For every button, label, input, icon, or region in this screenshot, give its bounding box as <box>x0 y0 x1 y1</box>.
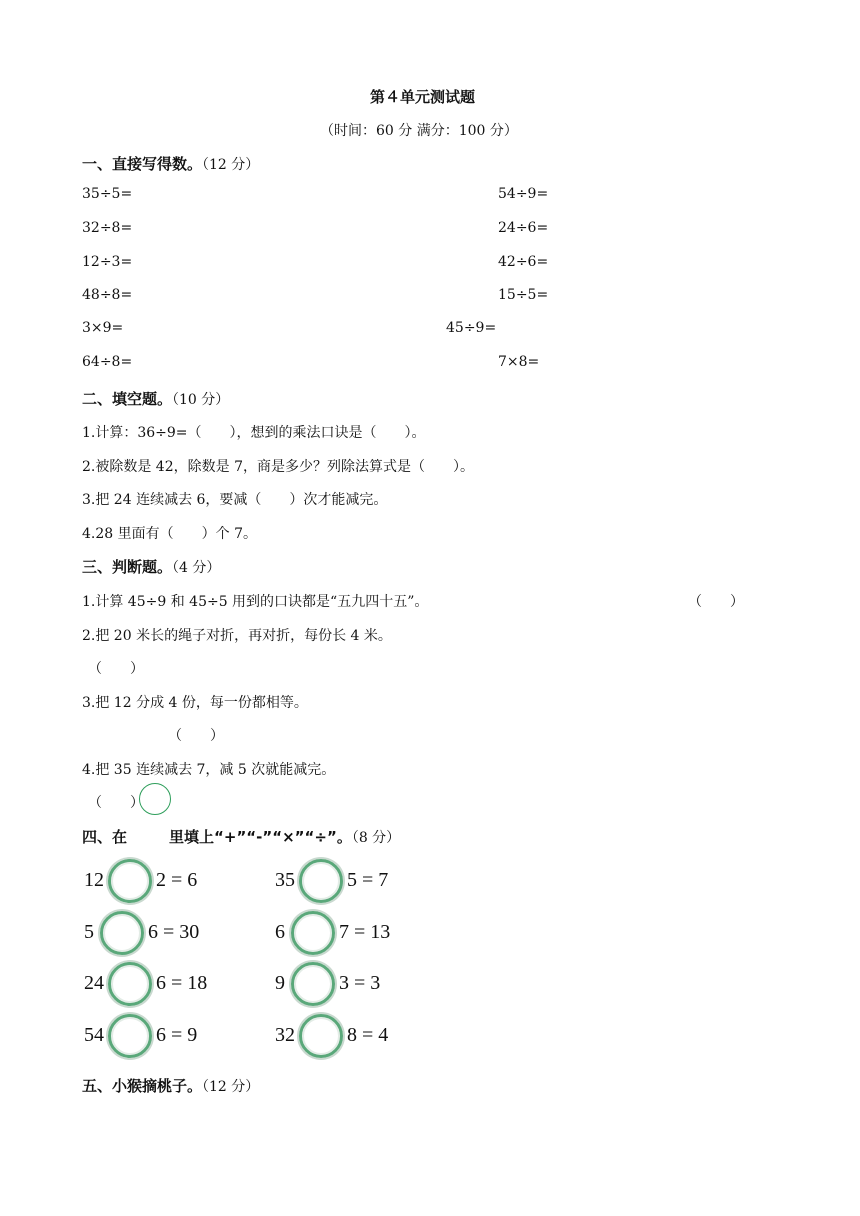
calc-item: 54÷9= <box>498 186 549 202</box>
operator-circle-icon[interactable] <box>108 859 152 903</box>
fill-question: 2.被除数是 42，除数是 7，商是多少？列除法算式是（ ）。 <box>82 459 474 475</box>
fill-question: 1.计算：36÷9=（ ），想到的乘法口诀是（ ）。 <box>82 425 426 441</box>
equation-left: 32 <box>275 1024 295 1046</box>
section1-points: （12 分） <box>202 157 260 173</box>
section2-title: 二、填空题。 <box>82 390 173 408</box>
operator-equation <box>275 859 415 903</box>
calc-item: 24÷6= <box>498 220 549 236</box>
calc-item: 7×8= <box>498 354 540 370</box>
operator-equation <box>84 1014 224 1058</box>
answer-blank[interactable]: （ ） <box>88 661 144 677</box>
equation-right: 8 = 4 <box>347 1024 389 1046</box>
section5-points: （12 分） <box>202 1079 260 1095</box>
operator-equation <box>275 1014 415 1058</box>
equation-left: 12 <box>84 869 104 891</box>
calc-item: 64÷8= <box>82 354 133 370</box>
operator-circle-icon[interactable] <box>299 1014 343 1058</box>
equation-left: 9 <box>275 972 285 994</box>
equation-right: 6 = 18 <box>156 972 208 994</box>
equation-left: 54 <box>84 1024 104 1046</box>
fill-question: 3.把 24 连续减去 6，要减（ ）次才能减完。 <box>82 492 388 508</box>
operator-circle-icon[interactable] <box>291 911 335 955</box>
section1-heading <box>82 153 259 174</box>
equation-right: 6 = 30 <box>148 921 200 943</box>
equation-right: 6 = 9 <box>156 1024 198 1046</box>
section4-prefix: 四、在 <box>82 828 128 846</box>
operator-circle-icon[interactable] <box>299 859 343 903</box>
page-title: 第４单元测试题 <box>370 88 476 106</box>
calc-item: 45÷9= <box>446 320 497 336</box>
calc-item: 35÷5= <box>82 186 133 202</box>
section2-heading <box>82 388 229 409</box>
operator-equation <box>275 962 415 1006</box>
section3-title: 三、判断题。 <box>82 558 173 576</box>
calc-item: 32÷8= <box>82 220 133 236</box>
operator-equation <box>84 911 224 955</box>
section1-title: 一、直接写得数。 <box>82 155 203 173</box>
calc-item: 12÷3= <box>82 254 133 270</box>
equation-right: 3 = 3 <box>339 972 381 994</box>
section4-points: （8 分） <box>351 830 401 846</box>
section4-suffix: 里填上“+”“-”“×”“÷”。 <box>169 828 352 846</box>
calc-item: 42÷6= <box>498 254 549 270</box>
equation-right: 5 = 7 <box>347 869 389 891</box>
judge-question: 4.把 35 连续减去 7，减 5 次就能减完。 <box>82 762 336 778</box>
answer-blank[interactable]: （ ） <box>168 728 224 744</box>
operator-circle-icon[interactable] <box>108 962 152 1006</box>
blank-circle-icon <box>139 783 171 815</box>
section2-points: （10 分） <box>172 392 230 408</box>
operator-equation <box>84 859 224 903</box>
operator-equation <box>84 962 224 1006</box>
equation-right: 2 = 6 <box>156 869 198 891</box>
operator-circle-icon[interactable] <box>108 1014 152 1058</box>
answer-blank[interactable]: （ ） <box>688 594 744 610</box>
equation-left: 24 <box>84 972 104 994</box>
judge-question: 1.计算 45÷9 和 45÷5 用到的口诀都是“五九四十五”。 <box>82 594 429 610</box>
operator-equation <box>275 911 415 955</box>
fill-question: 4.28 里面有（ ）个 7。 <box>82 526 257 542</box>
judge-question: 2.把 20 米长的绳子对折，再对折，每份长 4 米。 <box>82 628 392 644</box>
page-subtitle: （时间：60 分 满分：100 分） <box>320 123 518 139</box>
section3-heading <box>82 556 220 577</box>
section5-heading <box>82 1075 259 1096</box>
section3-points: （4 分） <box>172 560 221 576</box>
operator-circle-icon[interactable] <box>291 962 335 1006</box>
equation-left: 6 <box>275 921 285 943</box>
equation-right: 7 = 13 <box>339 921 391 943</box>
calc-item: 48÷8= <box>82 287 133 303</box>
section4-heading <box>82 826 400 847</box>
equation-left: 5 <box>84 921 94 943</box>
calc-item: 3×9= <box>82 320 124 336</box>
calc-item: 15÷5= <box>498 287 549 303</box>
answer-blank[interactable]: （ ） <box>88 795 144 811</box>
section5-title: 五、小猴摘桃子。 <box>82 1077 203 1095</box>
equation-left: 35 <box>275 869 295 891</box>
judge-question: 3.把 12 分成 4 份，每一份都相等。 <box>82 695 308 711</box>
operator-circle-icon[interactable] <box>100 911 144 955</box>
